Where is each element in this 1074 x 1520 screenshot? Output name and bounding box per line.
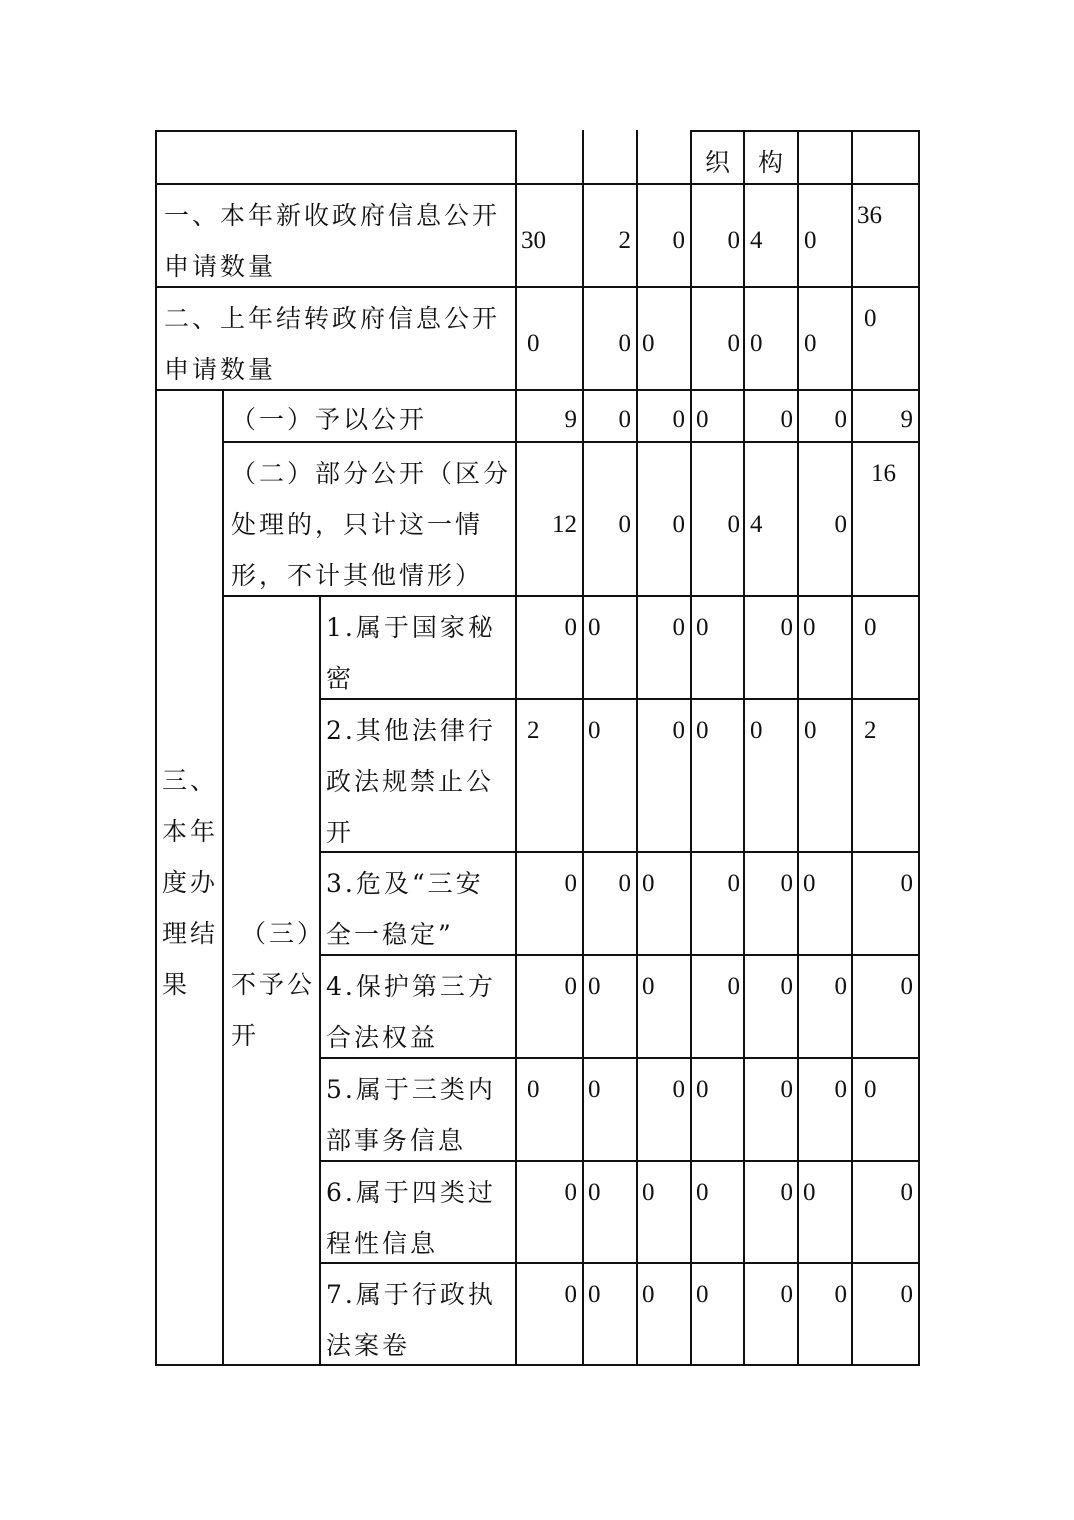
table-cell-value: 0 bbox=[834, 406, 847, 433]
table-cell-value: 0 bbox=[672, 406, 685, 433]
table-cell-value: 0 bbox=[804, 227, 817, 254]
table-line bbox=[222, 389, 224, 1366]
table-cell-value: 0 bbox=[900, 1281, 913, 1308]
row-label: 全一稳定” bbox=[326, 920, 454, 949]
table-cell-value: 0 bbox=[642, 870, 655, 897]
table-cell-value: 4 bbox=[750, 227, 763, 254]
table-cell-value: 0 bbox=[588, 717, 601, 744]
table-cell-value: 0 bbox=[618, 330, 631, 357]
table-cell-value: 0 bbox=[727, 511, 740, 538]
table-cell-value: 0 bbox=[672, 511, 685, 538]
table-line bbox=[582, 130, 584, 1366]
table-cell-value: 0 bbox=[618, 406, 631, 433]
row-label: 2.其他法律行 bbox=[326, 716, 496, 745]
row-label: 6.属于四类过 bbox=[326, 1178, 496, 1207]
table-cell-value: 0 bbox=[672, 717, 685, 744]
table-cell-value: 0 bbox=[696, 1076, 709, 1103]
row-label: 1.属于国家秘 bbox=[326, 613, 496, 642]
table-cell-value: 0 bbox=[727, 330, 740, 357]
table-cell-value: 30 bbox=[521, 227, 546, 254]
table-cell-value: 0 bbox=[834, 511, 847, 538]
row-label: 4.保护第三方 bbox=[326, 972, 496, 1001]
table-cell-value: 2 bbox=[618, 227, 631, 254]
table-cell-value: 0 bbox=[780, 1281, 793, 1308]
table-cell-value: 0 bbox=[900, 1179, 913, 1206]
row-label: 申请数量 bbox=[164, 252, 277, 281]
table-cell-value: 0 bbox=[588, 973, 601, 1000]
table-cell-value: 0 bbox=[780, 614, 793, 641]
table-line bbox=[918, 130, 920, 1366]
row-label: 3.危及“三安 bbox=[326, 869, 484, 898]
table-cell-value: 2 bbox=[864, 717, 877, 744]
table-cell-value: 0 bbox=[727, 870, 740, 897]
table-cell-value: 0 bbox=[804, 330, 817, 357]
table-cell-value: 0 bbox=[588, 1076, 601, 1103]
table-cell-value: 0 bbox=[588, 1179, 601, 1206]
row-label: 部事务信息 bbox=[326, 1126, 467, 1155]
table-line bbox=[155, 1364, 920, 1366]
table-cell-value: 12 bbox=[552, 511, 577, 538]
table-cell-value: 0 bbox=[588, 614, 601, 641]
table-cell-value: 0 bbox=[780, 1076, 793, 1103]
table-line bbox=[155, 130, 157, 1366]
row-label: 申请数量 bbox=[164, 355, 277, 384]
table-cell-value: 0 bbox=[527, 330, 540, 357]
table-cell-value: 0 bbox=[672, 614, 685, 641]
table-cell-value: 0 bbox=[803, 614, 816, 641]
table-cell-value: 0 bbox=[564, 870, 577, 897]
table-cell-value: 0 bbox=[900, 973, 913, 1000]
table-cell-value: 0 bbox=[672, 227, 685, 254]
table-cell-value: 0 bbox=[564, 1179, 577, 1206]
row-label: 开 bbox=[326, 818, 355, 847]
table-cell-value: 0 bbox=[780, 973, 793, 1000]
row-label: 政法规禁止公 bbox=[326, 767, 495, 796]
table-cell-value: 0 bbox=[750, 717, 763, 744]
section-label: 度办 bbox=[162, 868, 219, 897]
table-cell-value: 0 bbox=[727, 973, 740, 1000]
header-cell-label: 构 bbox=[758, 148, 787, 177]
row-label: （二）部分公开（区分 bbox=[231, 459, 512, 488]
row-label: 处理的，只计这一情 bbox=[231, 510, 484, 539]
table-line bbox=[690, 130, 692, 1366]
table-line bbox=[319, 595, 321, 1366]
section-label: 理结 bbox=[162, 919, 219, 948]
table-cell-value: 0 bbox=[564, 614, 577, 641]
table-cell-value: 0 bbox=[642, 1179, 655, 1206]
row-label: 5.属于三类内 bbox=[326, 1075, 496, 1104]
table-cell-value: 0 bbox=[803, 1179, 816, 1206]
table-cell-value: 0 bbox=[564, 973, 577, 1000]
table-cell-value: 0 bbox=[696, 717, 709, 744]
table-cell-value: 0 bbox=[696, 614, 709, 641]
table-cell-value: 0 bbox=[642, 973, 655, 1000]
table-line bbox=[155, 183, 920, 185]
table-line bbox=[797, 130, 799, 1366]
table-cell-value: 0 bbox=[864, 305, 877, 332]
table-cell-value: 0 bbox=[780, 1179, 793, 1206]
table-cell-value: 0 bbox=[780, 406, 793, 433]
table-cell-value: 0 bbox=[672, 1076, 685, 1103]
row-label: 形，不计其他情形） bbox=[231, 561, 484, 590]
table-cell-value: 0 bbox=[727, 227, 740, 254]
table-cell-value: 0 bbox=[780, 870, 793, 897]
row-label: 程性信息 bbox=[326, 1229, 439, 1258]
table-cell-value: 2 bbox=[527, 717, 540, 744]
section-label: 三、 bbox=[162, 766, 219, 795]
table-cell-value: 0 bbox=[864, 614, 877, 641]
table-cell-value: 0 bbox=[834, 973, 847, 1000]
table-cell-value: 0 bbox=[750, 330, 763, 357]
table-cell-value: 0 bbox=[642, 1281, 655, 1308]
table-cell-value: 0 bbox=[588, 1281, 601, 1308]
table-cell-value: 0 bbox=[900, 870, 913, 897]
row-label: 二、上年结转政府信息公开 bbox=[164, 304, 501, 333]
subsection-label: 不予公 bbox=[231, 970, 316, 999]
table-cell-value: 0 bbox=[834, 1281, 847, 1308]
subsection-label: 开 bbox=[231, 1021, 260, 1050]
table-cell-value: 0 bbox=[864, 1076, 877, 1103]
section-label: 果 bbox=[162, 970, 191, 999]
subsection-label: （三） bbox=[241, 919, 326, 948]
table-cell-value: 9 bbox=[564, 406, 577, 433]
table-cell-value: 0 bbox=[696, 1179, 709, 1206]
row-label: 合法权益 bbox=[326, 1023, 439, 1052]
table-cell-value: 16 bbox=[871, 460, 896, 487]
table-cell-value: 9 bbox=[900, 406, 913, 433]
table-cell-value: 0 bbox=[618, 511, 631, 538]
row-label: （一）予以公开 bbox=[231, 405, 428, 434]
table-line bbox=[690, 130, 920, 132]
table-cell-value: 0 bbox=[564, 1281, 577, 1308]
section-label: 本年 bbox=[162, 817, 219, 846]
row-label: 7.属于行政执 bbox=[326, 1280, 496, 1309]
table-line bbox=[155, 130, 516, 132]
row-label: 密 bbox=[326, 664, 355, 693]
table-cell-value: 0 bbox=[696, 1281, 709, 1308]
table-cell-value: 0 bbox=[696, 406, 709, 433]
table-cell-value: 4 bbox=[750, 511, 763, 538]
row-label: 一、本年新收政府信息公开 bbox=[164, 201, 501, 230]
table-line bbox=[320, 698, 920, 700]
table-cell-value: 0 bbox=[834, 1076, 847, 1103]
table-cell-value: 0 bbox=[804, 717, 817, 744]
table-cell-value: 0 bbox=[618, 870, 631, 897]
row-label: 法案卷 bbox=[326, 1331, 411, 1360]
table-cell-value: 0 bbox=[642, 330, 655, 357]
table-cell-value: 0 bbox=[527, 1076, 540, 1103]
table-cell-value: 36 bbox=[857, 202, 882, 229]
table-line bbox=[320, 851, 920, 853]
table-cell-value: 0 bbox=[803, 870, 816, 897]
header-cell-label: 织 bbox=[705, 148, 734, 177]
